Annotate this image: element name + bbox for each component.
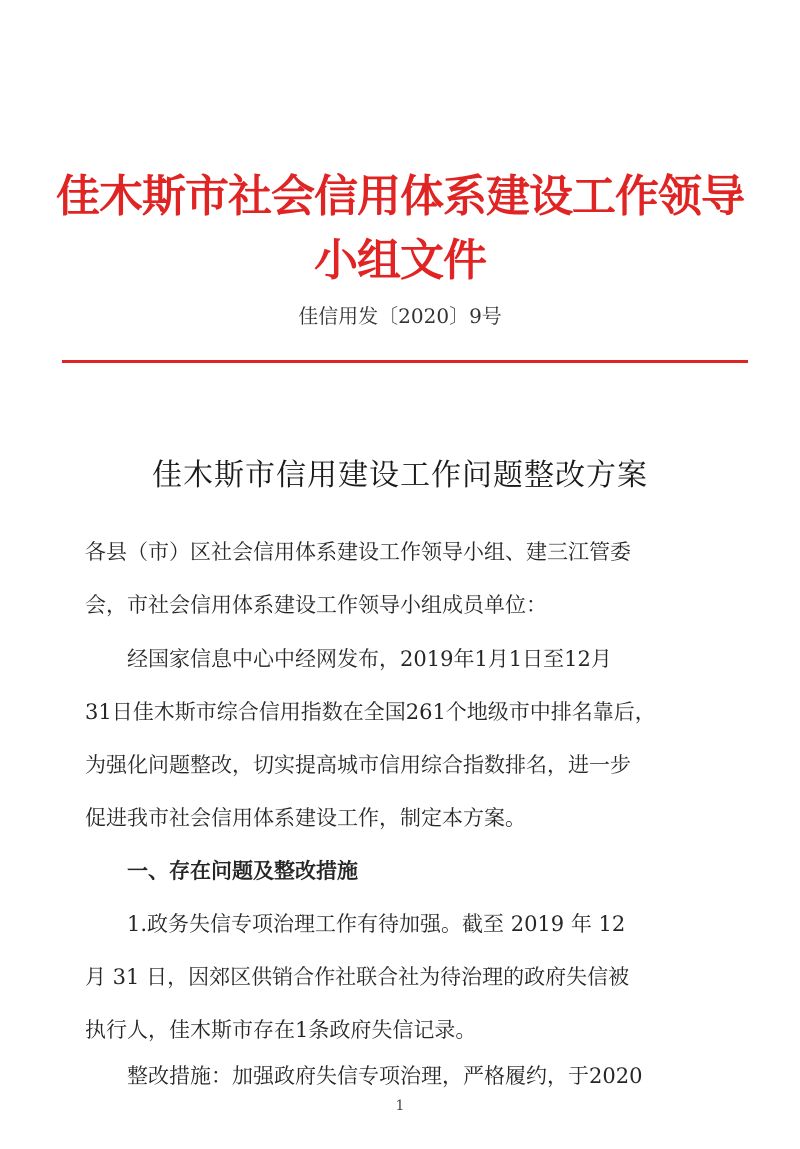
page-number: 1: [395, 1098, 405, 1114]
paragraph-line: 整改措施：加强政府失信专项治理，严格履约，于2020: [127, 1064, 643, 1088]
paragraph-line: 促进我市社会信用体系建设工作，制定本方案。: [85, 806, 526, 830]
document-number: 佳信用发〔2020〕9号: [298, 304, 502, 328]
section-heading: 一、存在问题及整改措施: [127, 859, 358, 883]
paragraph-line: 月 31 日，因郊区供销合作社联合社为待治理的政府失信被: [85, 965, 630, 989]
paragraph-line: 执行人，佳木斯市存在1条政府失信记录。: [85, 1018, 477, 1042]
paragraph-line: 1.政务失信专项治理工作有待加强。截至 2019 年 12: [127, 912, 626, 936]
paragraph-line: 为强化问题整改，切实提高城市信用综合指数排名，进一步: [85, 753, 631, 777]
paragraph-line: 31日佳木斯市综合信用指数在全国261个地级市中排名靠后，: [85, 700, 656, 724]
red-divider: [62, 360, 748, 363]
addressee-line: 会，市社会信用体系建设工作领导小组成员单位：: [85, 593, 547, 617]
addressee-line: 各县（市）区社会信用体系建设工作领导小组、建三江管委: [85, 540, 631, 564]
issuer-title: 佳木斯市社会信用体系建设工作领导小组文件: [56, 171, 744, 286]
paragraph-line: 经国家信息中心中经网发布，2019年1月1日至12月: [127, 647, 612, 671]
document-title: 佳木斯市信用建设工作问题整改方案: [152, 458, 648, 493]
